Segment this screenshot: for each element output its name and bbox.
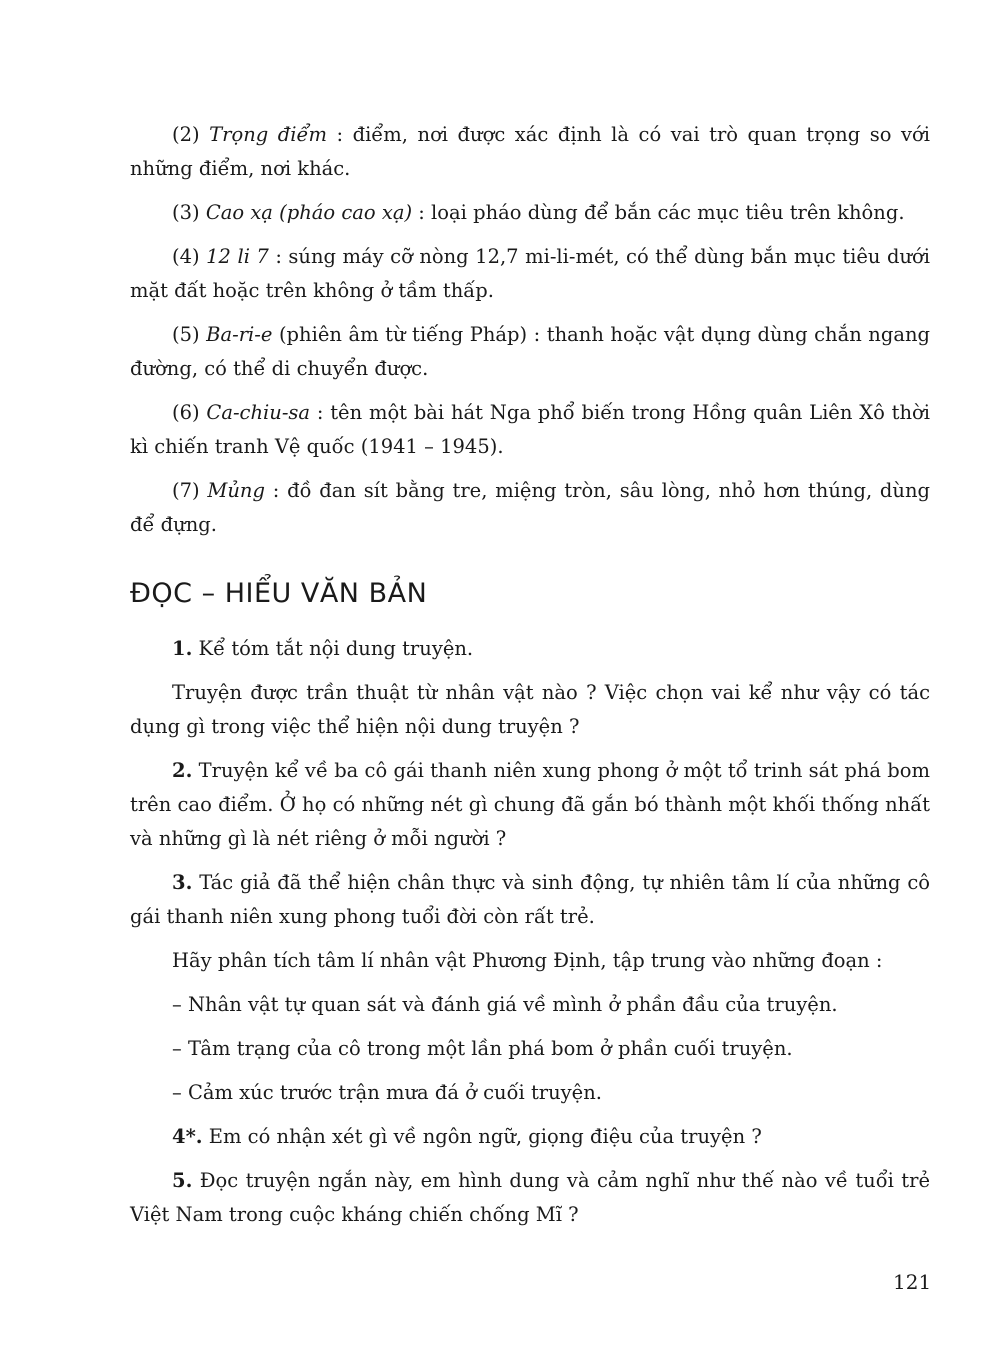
footnote-2: (2) Trọng điểm : điểm, nơi được xác định là có vai trò quan trọng so với những điểm, nơi khác. xyxy=(130,123,930,180)
question-1: 1. Kể tóm tắt nội dung truyện. xyxy=(172,637,474,660)
question-2: 2. Truyện kể về ba cô gái thanh niên xung phong ở một tổ trinh sát phá bom trên cao điểm. Ở họ có những nét gì chung đã gắn bó thành một khối thống nhất và những gì là nét riêng ở mỗi người ? xyxy=(130,759,930,850)
footnote-term: Cao xạ (pháo cao xạ) xyxy=(205,201,413,224)
page-number: 121 xyxy=(893,1270,932,1294)
question-3-bullet: – Cảm xúc trước trận mưa đá ở cuối truyện. xyxy=(172,1081,602,1104)
footnote-term: Ba-ri-e xyxy=(206,323,273,346)
footnote-5: (5) Ba-ri-e (phiên âm từ tiếng Pháp) : thanh hoặc vật dụng dùng chắn ngang đường, có thể di chuyển được. xyxy=(130,323,931,380)
footnote-4: (4) 12 li 7 : súng máy cỡ nòng 12,7 mi-li-mét, có thể dùng bắn mục tiêu dưới mặt đất hoặc trên không ở tầm thấp. xyxy=(130,245,931,302)
footnote-7: (7) Mủng : đồ đan sít bằng tre, miệng tròn, sâu lòng, nhỏ hơn thúng, dùng để đựng. xyxy=(130,479,930,536)
question-3: 3. Tác giả đã thể hiện chân thực và sinh động, tự nhiên tâm lí của những cô gái thanh niên xung phong tuổi đời còn rất trẻ. xyxy=(130,871,930,928)
question-4: 4*. Em có nhận xét gì về ngôn ngữ, giọng điệu của truyện ? xyxy=(172,1125,762,1148)
footnote-term: 12 li 7 xyxy=(206,245,269,268)
footnote-3: (3) Cao xạ (pháo cao xạ) : loại pháo dùng để bắn các mục tiêu trên không. xyxy=(172,201,905,224)
question-5: 5. Đọc truyện ngắn này, em hình dung và cảm nghĩ như thế nào về tuổi trẻ Việt Nam trong cuộc kháng chiến chống Mĩ ? xyxy=(130,1169,930,1226)
footnote-term: Ca-chiu-sa xyxy=(206,401,311,424)
footnote-term: Trọng điểm xyxy=(209,123,327,146)
question-3-follow: Hãy phân tích tâm lí nhân vật Phương Định, tập trung vào những đoạn : xyxy=(172,949,883,972)
page-content xyxy=(130,118,930,1242)
question-3-bullet: – Tâm trạng của cô trong một lần phá bom ở phần cuối truyện. xyxy=(172,1037,793,1060)
question-1-follow: Truyện được trần thuật từ nhân vật nào ? Việc chọn vai kể như vậy có tác dụng gì trong việc thể hiện nội dung truyện ? xyxy=(130,681,930,738)
footnote-term: Mủng xyxy=(207,479,265,502)
question-3-bullet: – Nhân vật tự quan sát và đánh giá về mình ở phần đầu của truyện. xyxy=(172,993,838,1016)
footnote-6: (6) Ca-chiu-sa : tên một bài hát Nga phổ biến trong Hồng quân Liên Xô thời kì chiến tranh Vệ quốc (1941 – 1945). xyxy=(130,401,930,458)
section-heading: ĐỌC – HIỂU VĂN BẢN xyxy=(130,578,428,609)
